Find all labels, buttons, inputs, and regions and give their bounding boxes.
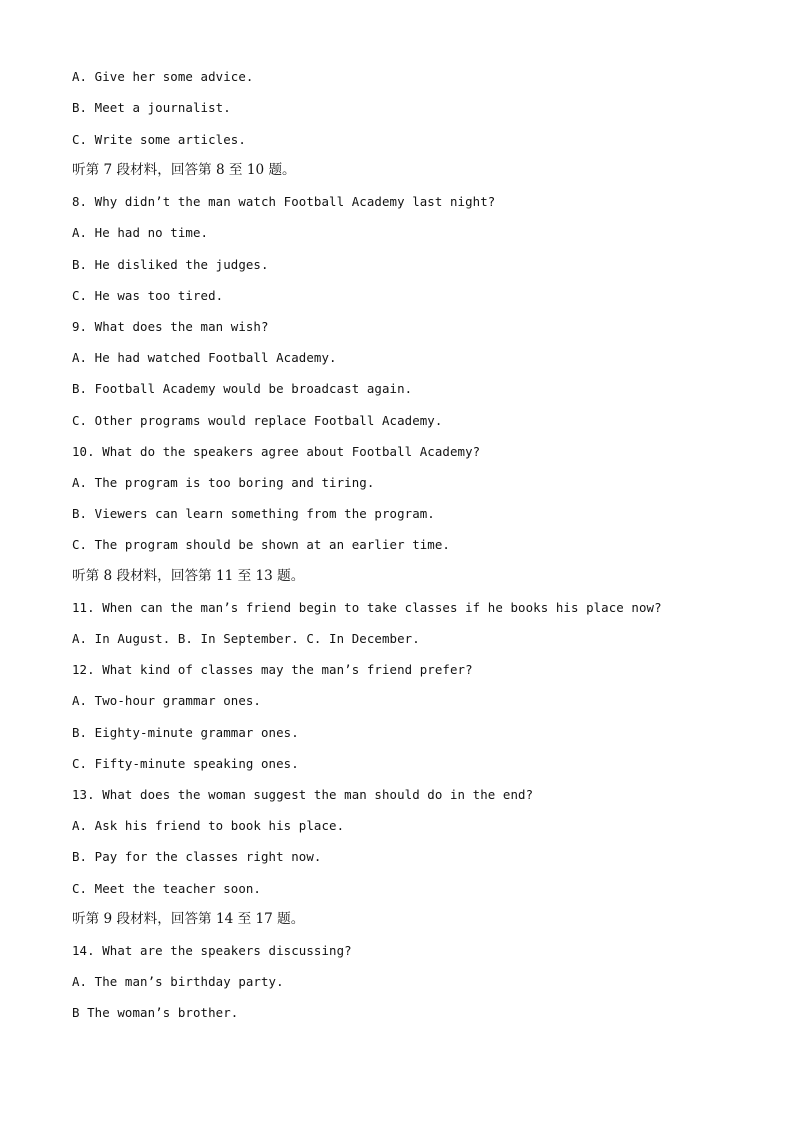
option-line: B The woman’s brother.: [72, 1005, 239, 1020]
option-line: A. He had no time.: [72, 225, 209, 240]
question-line: 9. What does the man wish?: [72, 319, 269, 334]
section-heading: 听第 7 段材料，回答第 8 至 10 题。: [72, 162, 296, 178]
option-line: C. Other programs would replace Football Academy.: [72, 413, 443, 428]
option-line: C. Write some articles.: [72, 132, 246, 147]
option-line: C. Meet the teacher soon.: [72, 881, 261, 896]
option-line: C. The program should be shown at an earlier time.: [72, 537, 450, 552]
option-line: B. Eighty-minute grammar ones.: [72, 725, 299, 740]
option-line: B. Pay for the classes right now.: [72, 849, 322, 864]
question-line: 13. What does the woman suggest the man should do in the end?: [72, 787, 534, 802]
question-line: 8. Why didn’t the man watch Football Academy last night?: [72, 194, 496, 209]
question-line: 14. What are the speakers discussing?: [72, 943, 352, 958]
option-line: A. Two-hour grammar ones.: [72, 693, 261, 708]
option-line: C. He was too tired.: [72, 288, 224, 303]
option-line: A. Ask his friend to book his place.: [72, 818, 345, 833]
option-line: A. Give her some advice.: [72, 69, 254, 84]
option-line: A. In August. B. In September. C. In December.: [72, 631, 420, 646]
option-line: B. Viewers can learn something from the program.: [72, 506, 435, 521]
option-line: B. Meet a journalist.: [72, 100, 231, 115]
option-line: A. The program is too boring and tiring.: [72, 475, 375, 490]
option-line: A. He had watched Football Academy.: [72, 350, 337, 365]
option-line: A. The man’s birthday party.: [72, 974, 284, 989]
option-line: B. He disliked the judges.: [72, 257, 269, 272]
question-line: 10. What do the speakers agree about Football Academy?: [72, 444, 481, 459]
section-heading: 听第 8 段材料，回答第 11 至 13 题。: [72, 568, 305, 584]
question-line: 12. What kind of classes may the man’s friend prefer?: [72, 662, 473, 677]
option-line: C. Fifty-minute speaking ones.: [72, 756, 299, 771]
question-line: 11. When can the man’s friend begin to take classes if he books his place now?: [72, 600, 662, 615]
option-line: B. Football Academy would be broadcast again.: [72, 381, 413, 396]
section-heading: 听第 9 段材料，回答第 14 至 17 题。: [72, 911, 305, 927]
